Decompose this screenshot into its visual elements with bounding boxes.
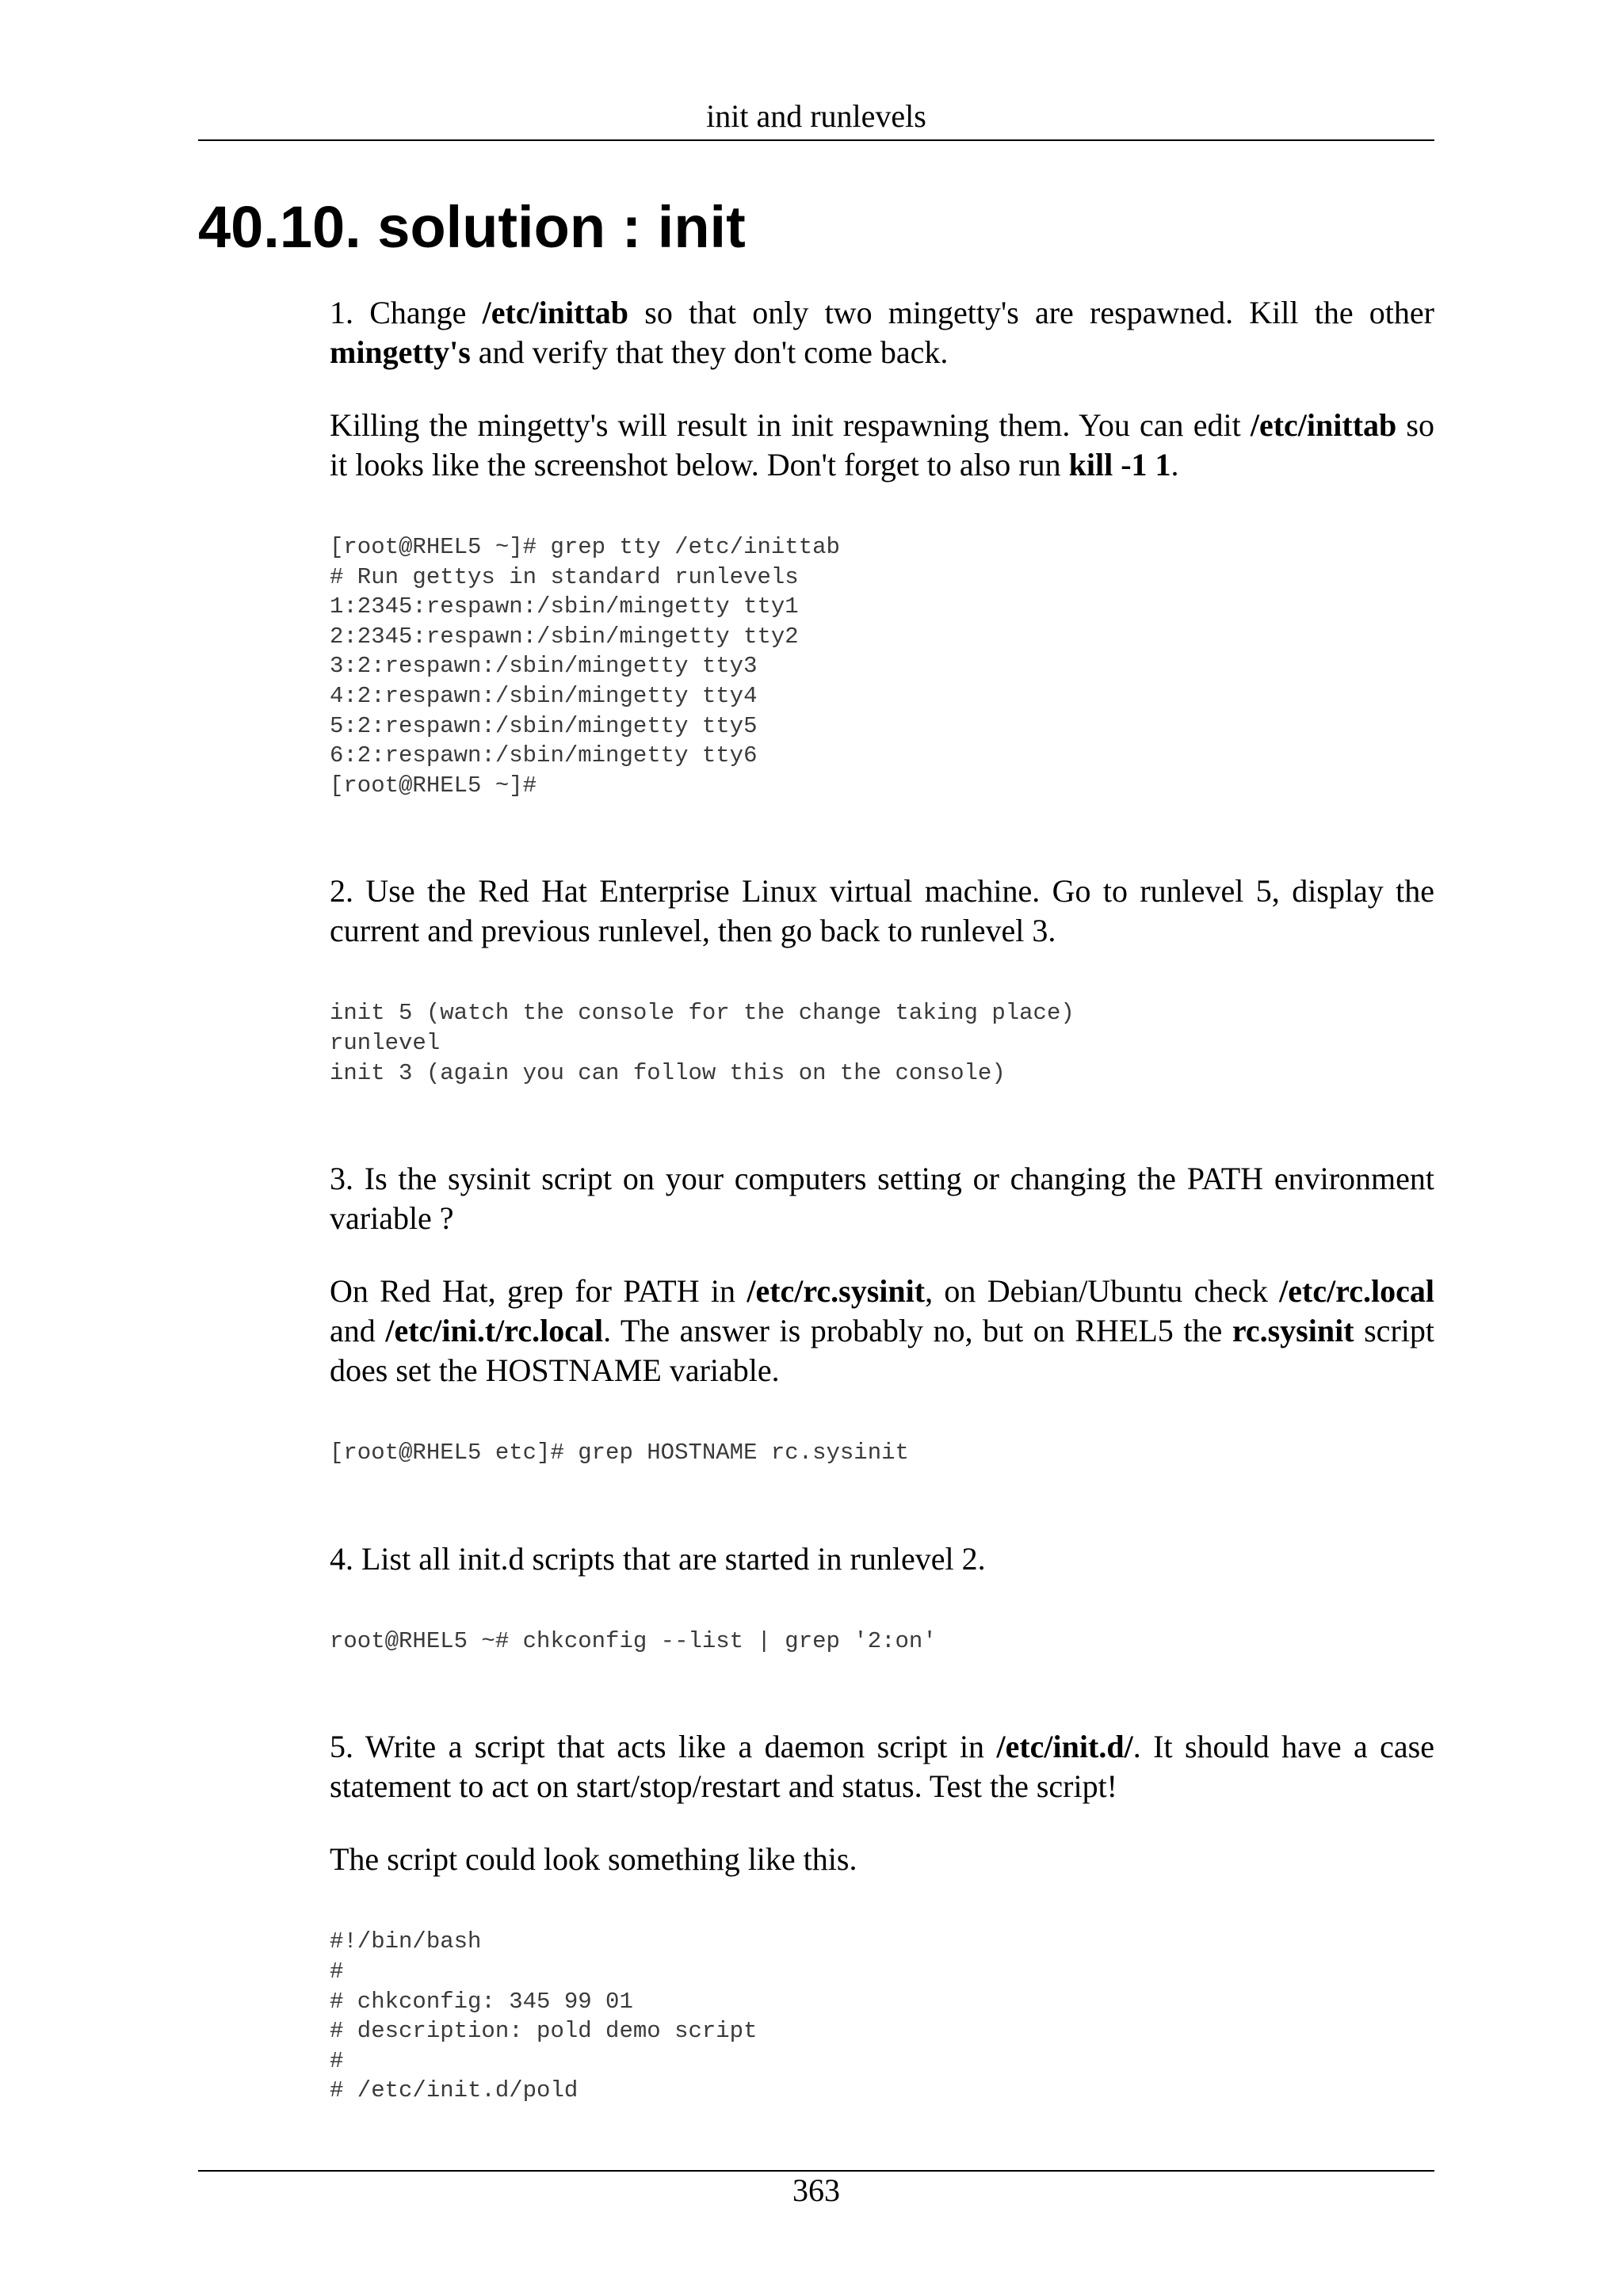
question-4: 4. List all init.d scripts that are started in runlevel 2.	[330, 1540, 986, 1577]
code-line: 4:2:respawn:/sbin/mingetty tty4	[330, 682, 758, 709]
code-block-inittab	[330, 532, 1434, 800]
code-line: init 3 (again you can follow this on the console)	[330, 1059, 1006, 1086]
code-line: #!/bin/bash	[330, 1928, 482, 1955]
file-init-d: /etc/init.d/	[996, 1729, 1133, 1765]
code-line: root@RHEL5 ~# chkconfig --list | grep '2:on'	[330, 1627, 937, 1654]
code-line: #	[330, 1958, 344, 1985]
code-block-chkconfig	[330, 1627, 1434, 1657]
answer-1: Killing the mingetty's will result in init respawning them. You can edit /etc/inittab so it looks like the screenshot below. Don't forget to also run kill -1 1.	[330, 407, 1434, 482]
code-block-runlevel	[330, 998, 1434, 1088]
section-title: 40.10. solution : init	[198, 194, 746, 260]
answer-3: On Red Hat, grep for PATH in /etc/rc.sysinit, on Debian/Ubuntu check /etc/rc.local and /etc/ini.t/rc.local. The answer is probably no, but on RHEL5 the rc.sysinit script does set the HOSTNAME variable.	[330, 1273, 1434, 1389]
running-header: init and runlevels	[706, 98, 926, 134]
code-line: runlevel	[330, 1029, 441, 1056]
code-line: # description: pold demo script	[330, 2018, 758, 2045]
question-1: 1. Change /etc/inittab so that only two mingetty's are respawned. Kill the other mingetty's and verify that they don't come back.	[330, 295, 1434, 370]
file-rc-sysinit-short: rc.sysinit	[1232, 1313, 1354, 1349]
page-number: 363	[792, 2172, 840, 2208]
file-rc-sysinit: /etc/rc.sysinit	[747, 1273, 926, 1310]
code-line: init 5 (watch the console for the change taking place)	[330, 1000, 1075, 1027]
file-init-rc-local: /etc/ini.t/rc.local	[385, 1313, 604, 1349]
code-block-hostname	[330, 1438, 1434, 1468]
code-line: [root@RHEL5 ~]# grep tty /etc/inittab	[330, 534, 840, 560]
code-line: 6:2:respawn:/sbin/mingetty tty6	[330, 742, 758, 769]
file-rc-local: /etc/rc.local	[1279, 1273, 1434, 1310]
body-column	[330, 293, 1434, 2106]
answer-5: The script could look something like this.	[330, 1841, 857, 1878]
code-line: 5:2:respawn:/sbin/mingetty tty5	[330, 712, 758, 739]
code-line: 1:2345:respawn:/sbin/mingetty tty1	[330, 593, 799, 620]
code-line: 3:2:respawn:/sbin/mingetty tty3	[330, 653, 758, 680]
code-line: #	[330, 2047, 344, 2074]
command-kill: kill -1 1	[1068, 447, 1171, 482]
question-2: 2. Use the Red Hat Enterprise Linux virtual machine. Go to runlevel 5, display the current and previous runlevel, then go back to runlevel 3.	[330, 873, 1434, 949]
question-3: 3. Is the sysinit script on your computers setting or changing the PATH environment variable ?	[330, 1161, 1434, 1237]
question-5: 5. Write a script that acts like a daemon script in /etc/init.d/. It should have a case statement to act on start/stop/restart and status. Test the script!	[330, 1729, 1435, 1805]
code-line: # /etc/init.d/pold	[330, 2077, 579, 2104]
code-line: # chkconfig: 345 99 01	[330, 1988, 633, 2015]
code-line: [root@RHEL5 ~]#	[330, 772, 537, 799]
term-mingettys: mingetty's	[330, 334, 471, 370]
file-inittab: /etc/inittab	[482, 295, 629, 330]
header-rule	[198, 139, 1434, 141]
code-line: 2:2345:respawn:/sbin/mingetty tty2	[330, 623, 799, 650]
code-line: [root@RHEL5 etc]# grep HOSTNAME rc.sysinit	[330, 1440, 909, 1466]
code-block-script	[330, 1927, 1434, 2106]
code-line: # Run gettys in standard runlevels	[330, 563, 799, 590]
file-inittab: /etc/inittab	[1250, 407, 1397, 443]
